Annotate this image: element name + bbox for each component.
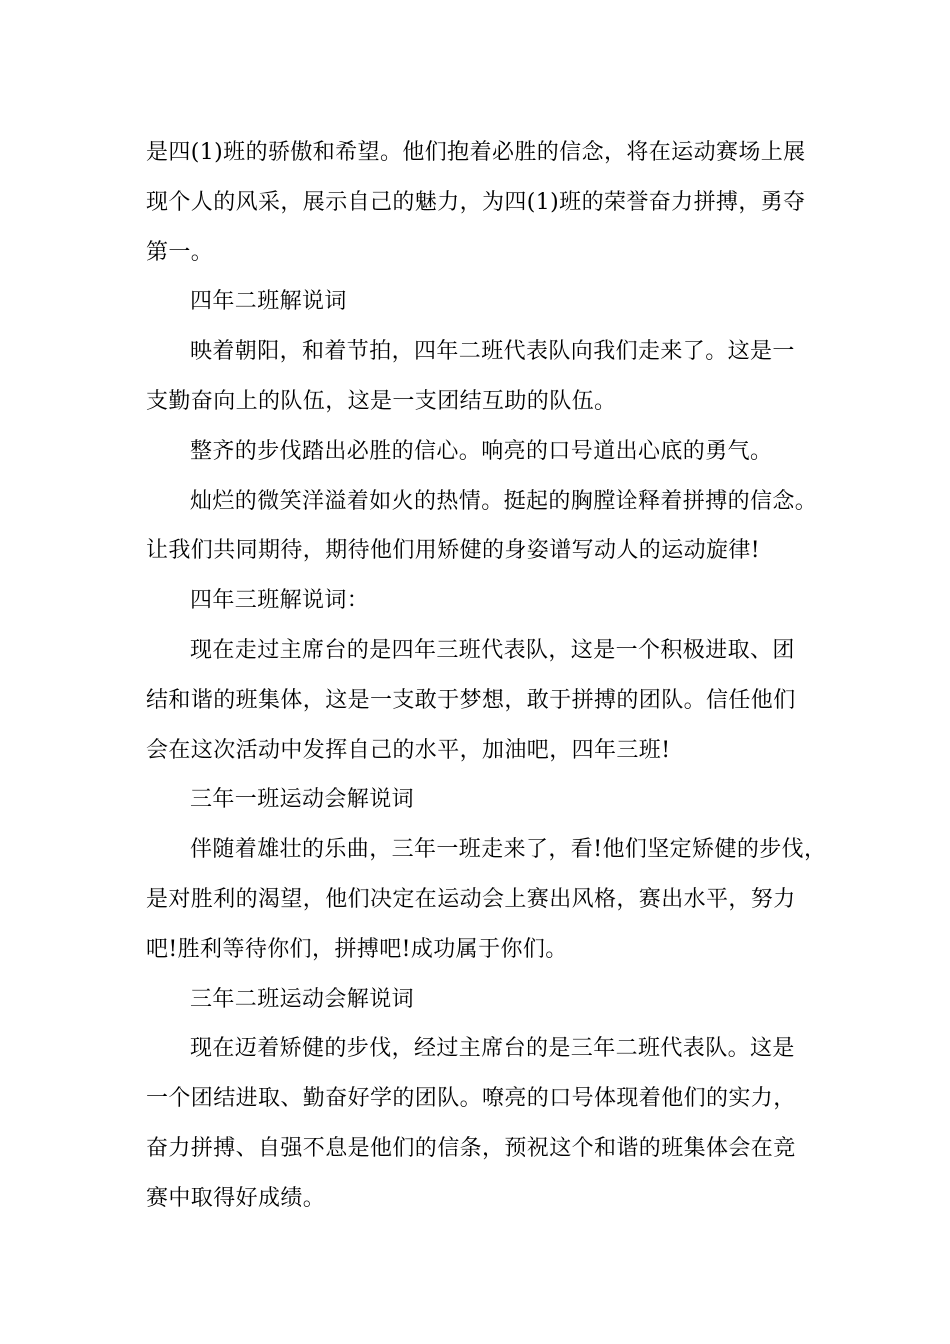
text-line (146, 626, 818, 676)
line-text: 是对胜利的渴望，他们决定在运动会上赛出风格，赛出水平，努力 (146, 886, 796, 912)
section-heading (146, 975, 818, 1025)
line-text: 伴随着雄壮的乐曲，三年一班走来了，看!他们坚定矫健的步伐， (190, 837, 827, 863)
line-text: 三年二班运动会解说词 (190, 986, 415, 1012)
line-text: 吧!胜利等待你们，拼搏吧!成功属于你们。 (146, 936, 568, 962)
line-text: 整齐的步伐踏出必胜的信心。响亮的口号道出心底的勇气。 (190, 438, 773, 464)
text-line (146, 1074, 818, 1124)
line-text: 奋力拼搏、自强不息是他们的信条，预祝这个和谐的班集体会在竞 (146, 1135, 796, 1161)
line-text: 三年一班运动会解说词 (190, 787, 415, 813)
text-line (146, 526, 818, 576)
text-line (146, 1024, 818, 1074)
text-line (146, 178, 818, 228)
text-line (146, 1124, 818, 1174)
line-text: 是四(1)班的骄傲和希望。他们抱着必胜的信念，将在运动赛场上展 (146, 140, 806, 165)
section-heading (146, 277, 818, 327)
line-text: 灿烂的微笑洋溢着如火的热情。挺起的胸膛诠释着拼搏的信念。 (190, 488, 818, 514)
line-text: 现个人的风采，展示自己的魅力，为四(1)班的荣誉奋力拼搏，勇夺 (146, 189, 806, 215)
line-text: 四年二班解说词 (190, 289, 347, 315)
text-line (146, 228, 818, 278)
text-line (146, 477, 818, 527)
text-line (146, 377, 818, 427)
text-line (146, 875, 818, 925)
line-text: 一个团结进取、勤奋好学的团队。嘹亮的口号体现着他们的实力， (146, 1086, 796, 1112)
line-text: 映着朝阳，和着节拍，四年二班代表队向我们走来了。这是一 (190, 339, 795, 365)
line-text: 第一。 (146, 239, 214, 265)
document-body (146, 128, 827, 1224)
line-text: 现在走过主席台的是四年三班代表队，这是一个积极进取、团 (190, 637, 795, 663)
line-text: 赛中取得好成绩。 (146, 1185, 326, 1211)
section-heading (146, 775, 818, 825)
line-text: 结和谐的班集体，这是一支敢于梦想，敢于拼搏的团队。信任他们 (146, 687, 796, 713)
text-line (146, 427, 818, 477)
text-line (146, 1174, 818, 1224)
line-text: 让我们共同期待，期待他们用矫健的身姿谱写动人的运动旋律! (146, 538, 761, 564)
text-line (146, 825, 827, 875)
line-text: 支勤奋向上的队伍，这是一支团结互助的队伍。 (146, 388, 617, 414)
text-line (146, 726, 818, 776)
text-line (146, 676, 818, 726)
line-text: 四年三班解说词： (190, 588, 370, 614)
section-heading (146, 576, 818, 626)
text-line (146, 327, 818, 377)
line-text: 现在迈着矫健的步伐，经过主席台的是三年二班代表队。这是 (190, 1036, 795, 1062)
line-text: 会在这次活动中发挥自己的水平，加油吧，四年三班! (146, 737, 671, 763)
text-line (146, 925, 818, 975)
text-line (146, 128, 818, 178)
